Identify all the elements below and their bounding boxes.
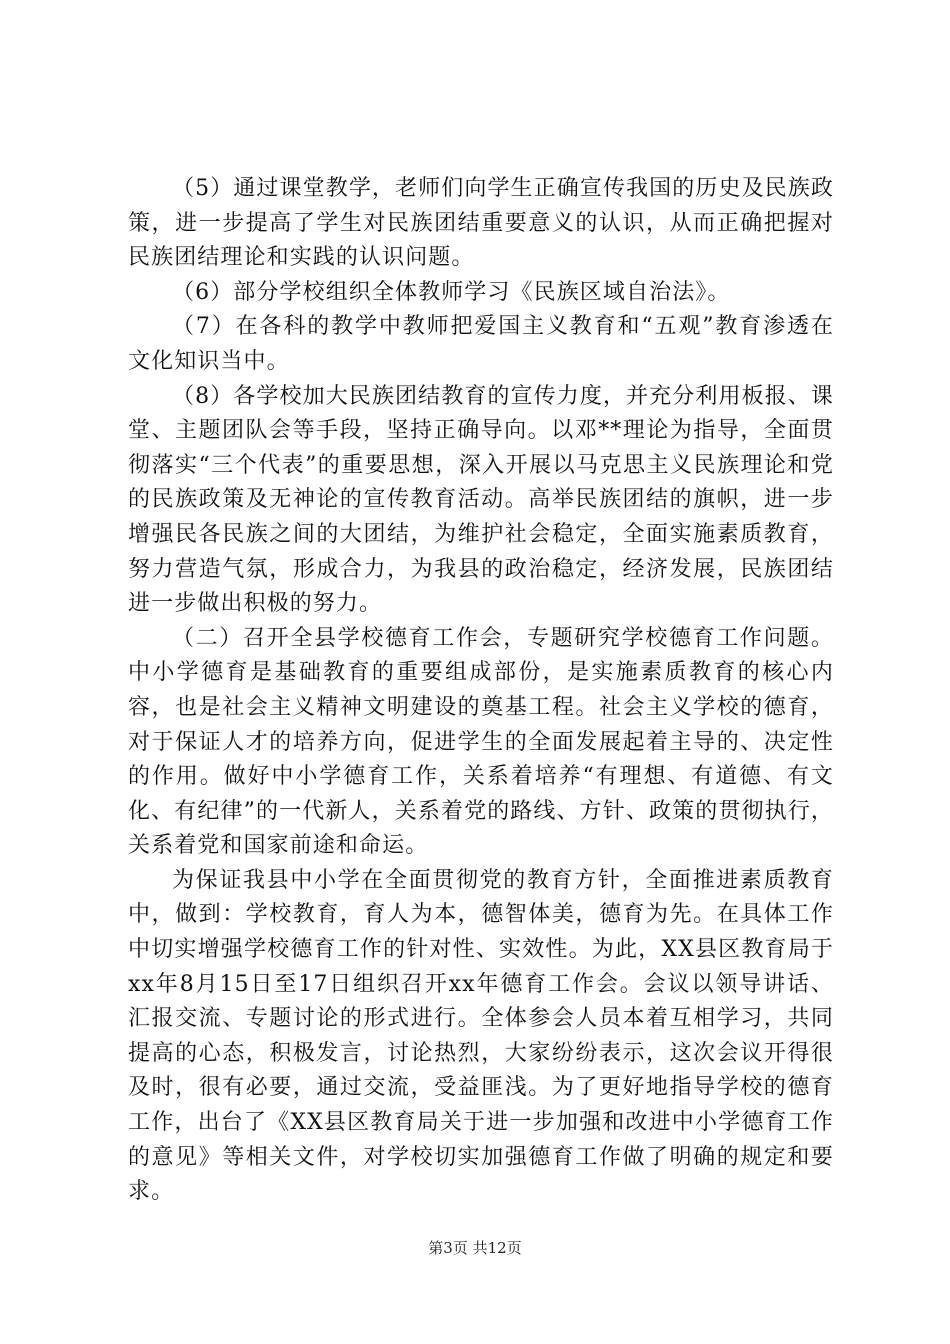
page-number-footer: 第3页 共12页 xyxy=(428,1239,522,1257)
paragraph-7: （7）在各科的教学中教师把爱国主义教育和“五观”教育渗透在文化知识当中。 xyxy=(128,314,834,374)
document-body xyxy=(128,172,834,1210)
paragraph-conference: 为保证我县中小学在全面贯彻党的教育方针，全面推进素质教育中，做到：学校教育，育人为本，德智体美，德育为先。在具体工作中切实增强学校德育工作的针对性、实效性。为此，XX县区教育局于xx年8月15日至17日组织召开xx年德育工作会。会议以领导讲话、汇报交流、专题讨论的形式进行。全体参会人员本着互相学习，共同提高的心态，积极发言，讨论热烈，大家纷纷表示，这次会议开得很及时，很有必要，通过交流，受益匪浅。为了更好地指导学校的德育工作，出台了《XX县区教育局关于进一步加强和改进中小学德育工作的意见》等相关文件，对学校切实加强德育工作做了明确的规定和要求。 xyxy=(128,867,834,1205)
paragraph-8: （8）各学校加大民族团结教育的宣传力度，并充分利用板报、课堂、主题团队会等手段，坚持正确导向。以邓**理论为指导，全面贯彻落实“三个代表”的重要思想，深入开展以马克思主义民族理论和党的民族政策及无神论的宣传教育活动。高举民族团结的旗帜，进一步增强民各民族之间的大团结，为维护社会稳定，全面实施素质教育，努力营造气氛，形成合力，为我县的政治稳定，经济发展，民族团结进一步做出积极的努力。 xyxy=(128,383,834,617)
paragraph-5: （5）通过课堂教学，老师们向学生正确宣传我国的历史及民族政策，进一步提高了学生对民族团结重要意义的认识，从而正确把握对民族团结理论和实践的认识问题。 xyxy=(128,176,834,271)
paragraph-6: （6）部分学校组织全体教师学习《民族区域自治法》。 xyxy=(172,279,731,305)
paragraph-section-2: （二）召开全县学校德育工作会，专题研究学校德育工作问题。中小学德育是基础教育的重要组成部份，是实施素质教育的核心内容，也是社会主义精神文明建设的奠基工程。社会主义学校的德育，对于保证人才的培养方向，促进学生的全面发展起着主导的、决定性的作用。做好中小学德育工作，关系着培养“有理想、有道德、有文化、有纪律”的一代新人，关系着党的路线、方针、政策的贯彻执行，关系着党和国家前途和命运。 xyxy=(128,625,834,859)
